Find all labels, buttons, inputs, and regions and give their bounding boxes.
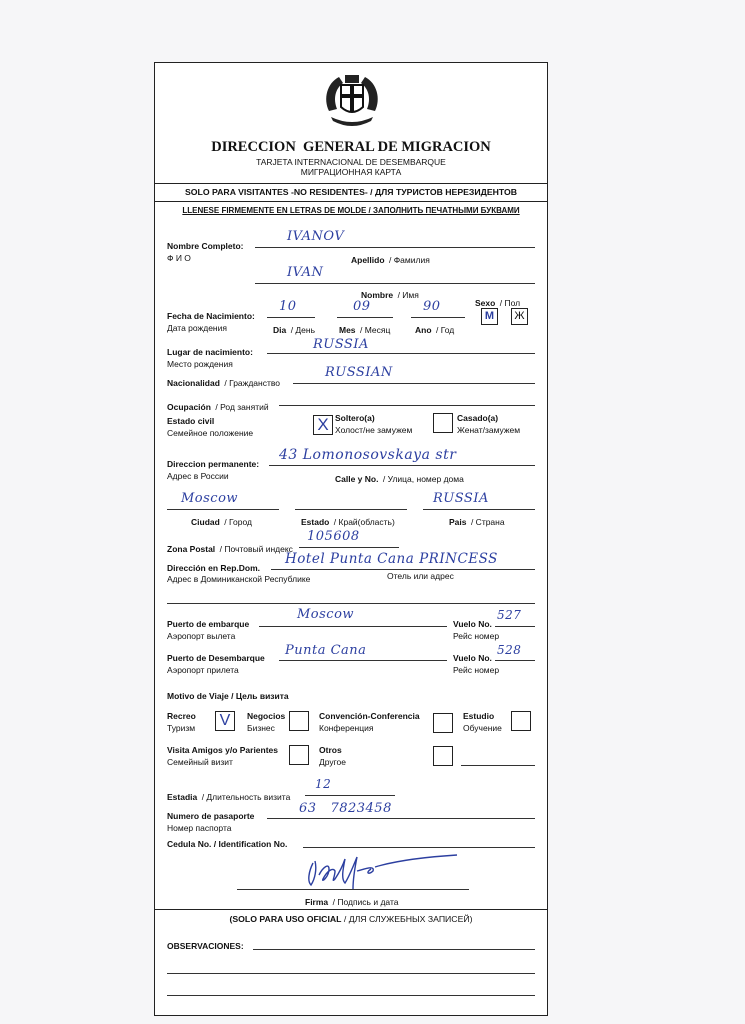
signature-caption: Firma / Подпись и дата — [305, 897, 399, 907]
nationality-label: Nacionalidad / Гражданство — [167, 378, 281, 388]
birth-month-value[interactable]: 09 — [353, 299, 371, 314]
recreo-label-ru: Туризм — [167, 723, 196, 733]
country-value[interactable]: RUSSIA — [433, 491, 489, 506]
passport-label-ru: Номер паспорта — [167, 823, 232, 833]
civil-status-label-ru: Семейное положение — [167, 428, 254, 438]
married-label: Casado(a) — [457, 413, 499, 423]
study-label-ru: Обучение — [463, 723, 502, 733]
single-label: Soltero(a) — [335, 413, 375, 423]
city-value[interactable]: Moscow — [181, 491, 239, 506]
passport-value[interactable]: 63 7823458 — [299, 801, 392, 816]
business-checkbox[interactable] — [289, 711, 309, 731]
dr-address-label: Dirección en Rep.Dom. — [167, 563, 261, 573]
instructions-banner: LLENESE FIRMEMENTE EN LETRAS DE MOLDE / ЗАПОЛНИТЬ ПЕЧАТНЫМИ БУКВАМИ — [182, 206, 520, 215]
birth-year-value[interactable]: 90 — [423, 299, 441, 314]
observations-label: OBSERVACIONES: — [167, 941, 244, 951]
embark-label: Puerto de embarque — [167, 619, 250, 629]
surname-value[interactable]: IVANOV — [287, 229, 345, 244]
migration-card — [154, 62, 548, 1016]
birth-place-label: Lugar de nacimiento: — [167, 347, 253, 357]
full-name-label-ru: Ф И О — [167, 253, 191, 263]
country-caption: Pais / Страна — [449, 517, 505, 527]
business-label: Negocios — [247, 711, 286, 721]
name-caption: Nombre / Имя — [361, 290, 419, 300]
flight-out-label-ru: Рейс номер — [453, 631, 500, 641]
signature-icon — [295, 849, 465, 893]
purpose-label: Motivo de Viaje / Цель визита — [167, 691, 289, 701]
coat-of-arms-icon — [321, 71, 383, 133]
flight-out-value[interactable]: 527 — [497, 608, 522, 622]
sex-caption: Sexo / Пол — [475, 298, 521, 308]
sex-female-checkbox[interactable]: Ж — [511, 308, 528, 325]
hotel-caption: Отель или адрес — [387, 571, 454, 581]
name-value[interactable]: IVAN — [287, 265, 324, 280]
state-caption: Estado / Край(область) — [301, 517, 395, 527]
birth-date-label: Fecha de Nacimiento: — [167, 311, 255, 321]
birth-place-label-ru: Место рождения — [167, 359, 233, 369]
business-label-ru: Бизнес — [247, 723, 275, 733]
family-checkbox[interactable] — [289, 745, 309, 765]
surname-caption: Apellido / Фамилия — [351, 255, 430, 265]
embark-label-ru: Аэропорт вылета — [167, 631, 236, 641]
conference-label-ru: Конференция — [319, 723, 374, 733]
passport-label: Numero de pasaporte — [167, 811, 255, 821]
observations-line-2[interactable] — [167, 973, 535, 974]
observations-line-3[interactable] — [167, 995, 535, 996]
day-caption: Dia / День — [273, 325, 316, 335]
cedula-label: Cedula No. / Identification No. — [167, 839, 288, 849]
zip-value[interactable]: 105608 — [307, 529, 360, 544]
agency-title: DIRECCION GENERAL DE MIGRACION — [211, 139, 491, 155]
study-label: Estudio — [463, 711, 495, 721]
birth-day-value[interactable]: 10 — [279, 299, 297, 314]
study-checkbox[interactable] — [511, 711, 531, 731]
dr-address-label-ru: Адрес в Доминиканской Республике — [167, 574, 311, 584]
visitors-banner: SOLO PARA VISITANTES -NO RESIDENTES- / ДЛЯ ТУРИСТОВ НЕРЕЗИДЕНТОВ — [184, 187, 518, 197]
recreo-label: Recreo — [167, 711, 196, 721]
flight-out-label: Vuelo No. — [453, 619, 492, 629]
card-subtitle: TARJETA INTERNACIONAL DE DESEMBARQUE — [256, 157, 446, 167]
married-label-ru: Женат/замужем — [457, 425, 521, 435]
single-label-ru: Холост/не замужем — [335, 425, 413, 435]
conference-checkbox[interactable] — [433, 713, 453, 733]
official-use-banner: (SOLO PARA USO OFICIAL / ДЛЯ СЛУЖЕБНЫХ ЗАПИСЕЙ) — [229, 914, 473, 924]
single-checkbox[interactable]: X — [313, 415, 333, 435]
flight-in-value[interactable]: 528 — [497, 643, 522, 657]
other-label-ru: Другое — [319, 757, 347, 767]
stay-label: Estadia / Длительность визита — [167, 792, 291, 802]
observations-line-1[interactable] — [253, 949, 535, 950]
street-value[interactable]: 43 Lomonosovskaya str — [279, 447, 457, 463]
family-label-ru: Семейный визит — [167, 757, 233, 767]
address-label-ru: Адрес в России — [167, 471, 229, 481]
birth-date-label-ru: Дата рождения — [167, 323, 227, 333]
year-caption: Ano / Год — [415, 325, 455, 335]
month-caption: Mes / Месяц — [339, 325, 391, 335]
address-label: Direccion permanente: — [167, 459, 260, 469]
dr-address-value[interactable]: Hotel Punta Cana PRINCESS — [285, 551, 498, 567]
disembark-label-ru: Аэропорт прилета — [167, 665, 239, 675]
disembark-label: Puerto de Desembarque — [167, 653, 265, 663]
full-name-label: Nombre Completo: — [167, 241, 244, 251]
flight-in-label-ru: Рейс номер — [453, 665, 500, 675]
family-label: Visita Amigos y/o Parientes — [167, 745, 279, 755]
birth-place-value[interactable]: RUSSIA — [313, 337, 369, 352]
recreo-checkbox[interactable]: V — [215, 711, 235, 731]
street-caption: Calle y No. / Улица, номер дома — [335, 474, 464, 484]
zip-label: Zona Postal / Почтовый индекс — [167, 544, 293, 554]
nationality-value[interactable]: RUSSIAN — [325, 365, 393, 380]
married-checkbox[interactable] — [433, 413, 453, 433]
other-label: Otros — [319, 745, 342, 755]
embark-value[interactable]: Moscow — [297, 607, 355, 622]
card-subtitle-ru: МИГРАЦИОННАЯ КАРТА — [300, 167, 402, 177]
disembark-value[interactable]: Punta Cana — [285, 643, 367, 658]
city-caption: Ciudad / Город — [191, 517, 252, 527]
occupation-label: Ocupación / Род занятий — [167, 402, 269, 412]
flight-in-label: Vuelo No. — [453, 653, 492, 663]
other-checkbox[interactable] — [433, 746, 453, 766]
conference-label: Convención-Conferencia — [319, 711, 420, 721]
stay-value[interactable]: 12 — [315, 777, 332, 791]
civil-status-label: Estado civil — [167, 416, 215, 426]
sex-male-checkbox[interactable]: M — [481, 308, 498, 325]
